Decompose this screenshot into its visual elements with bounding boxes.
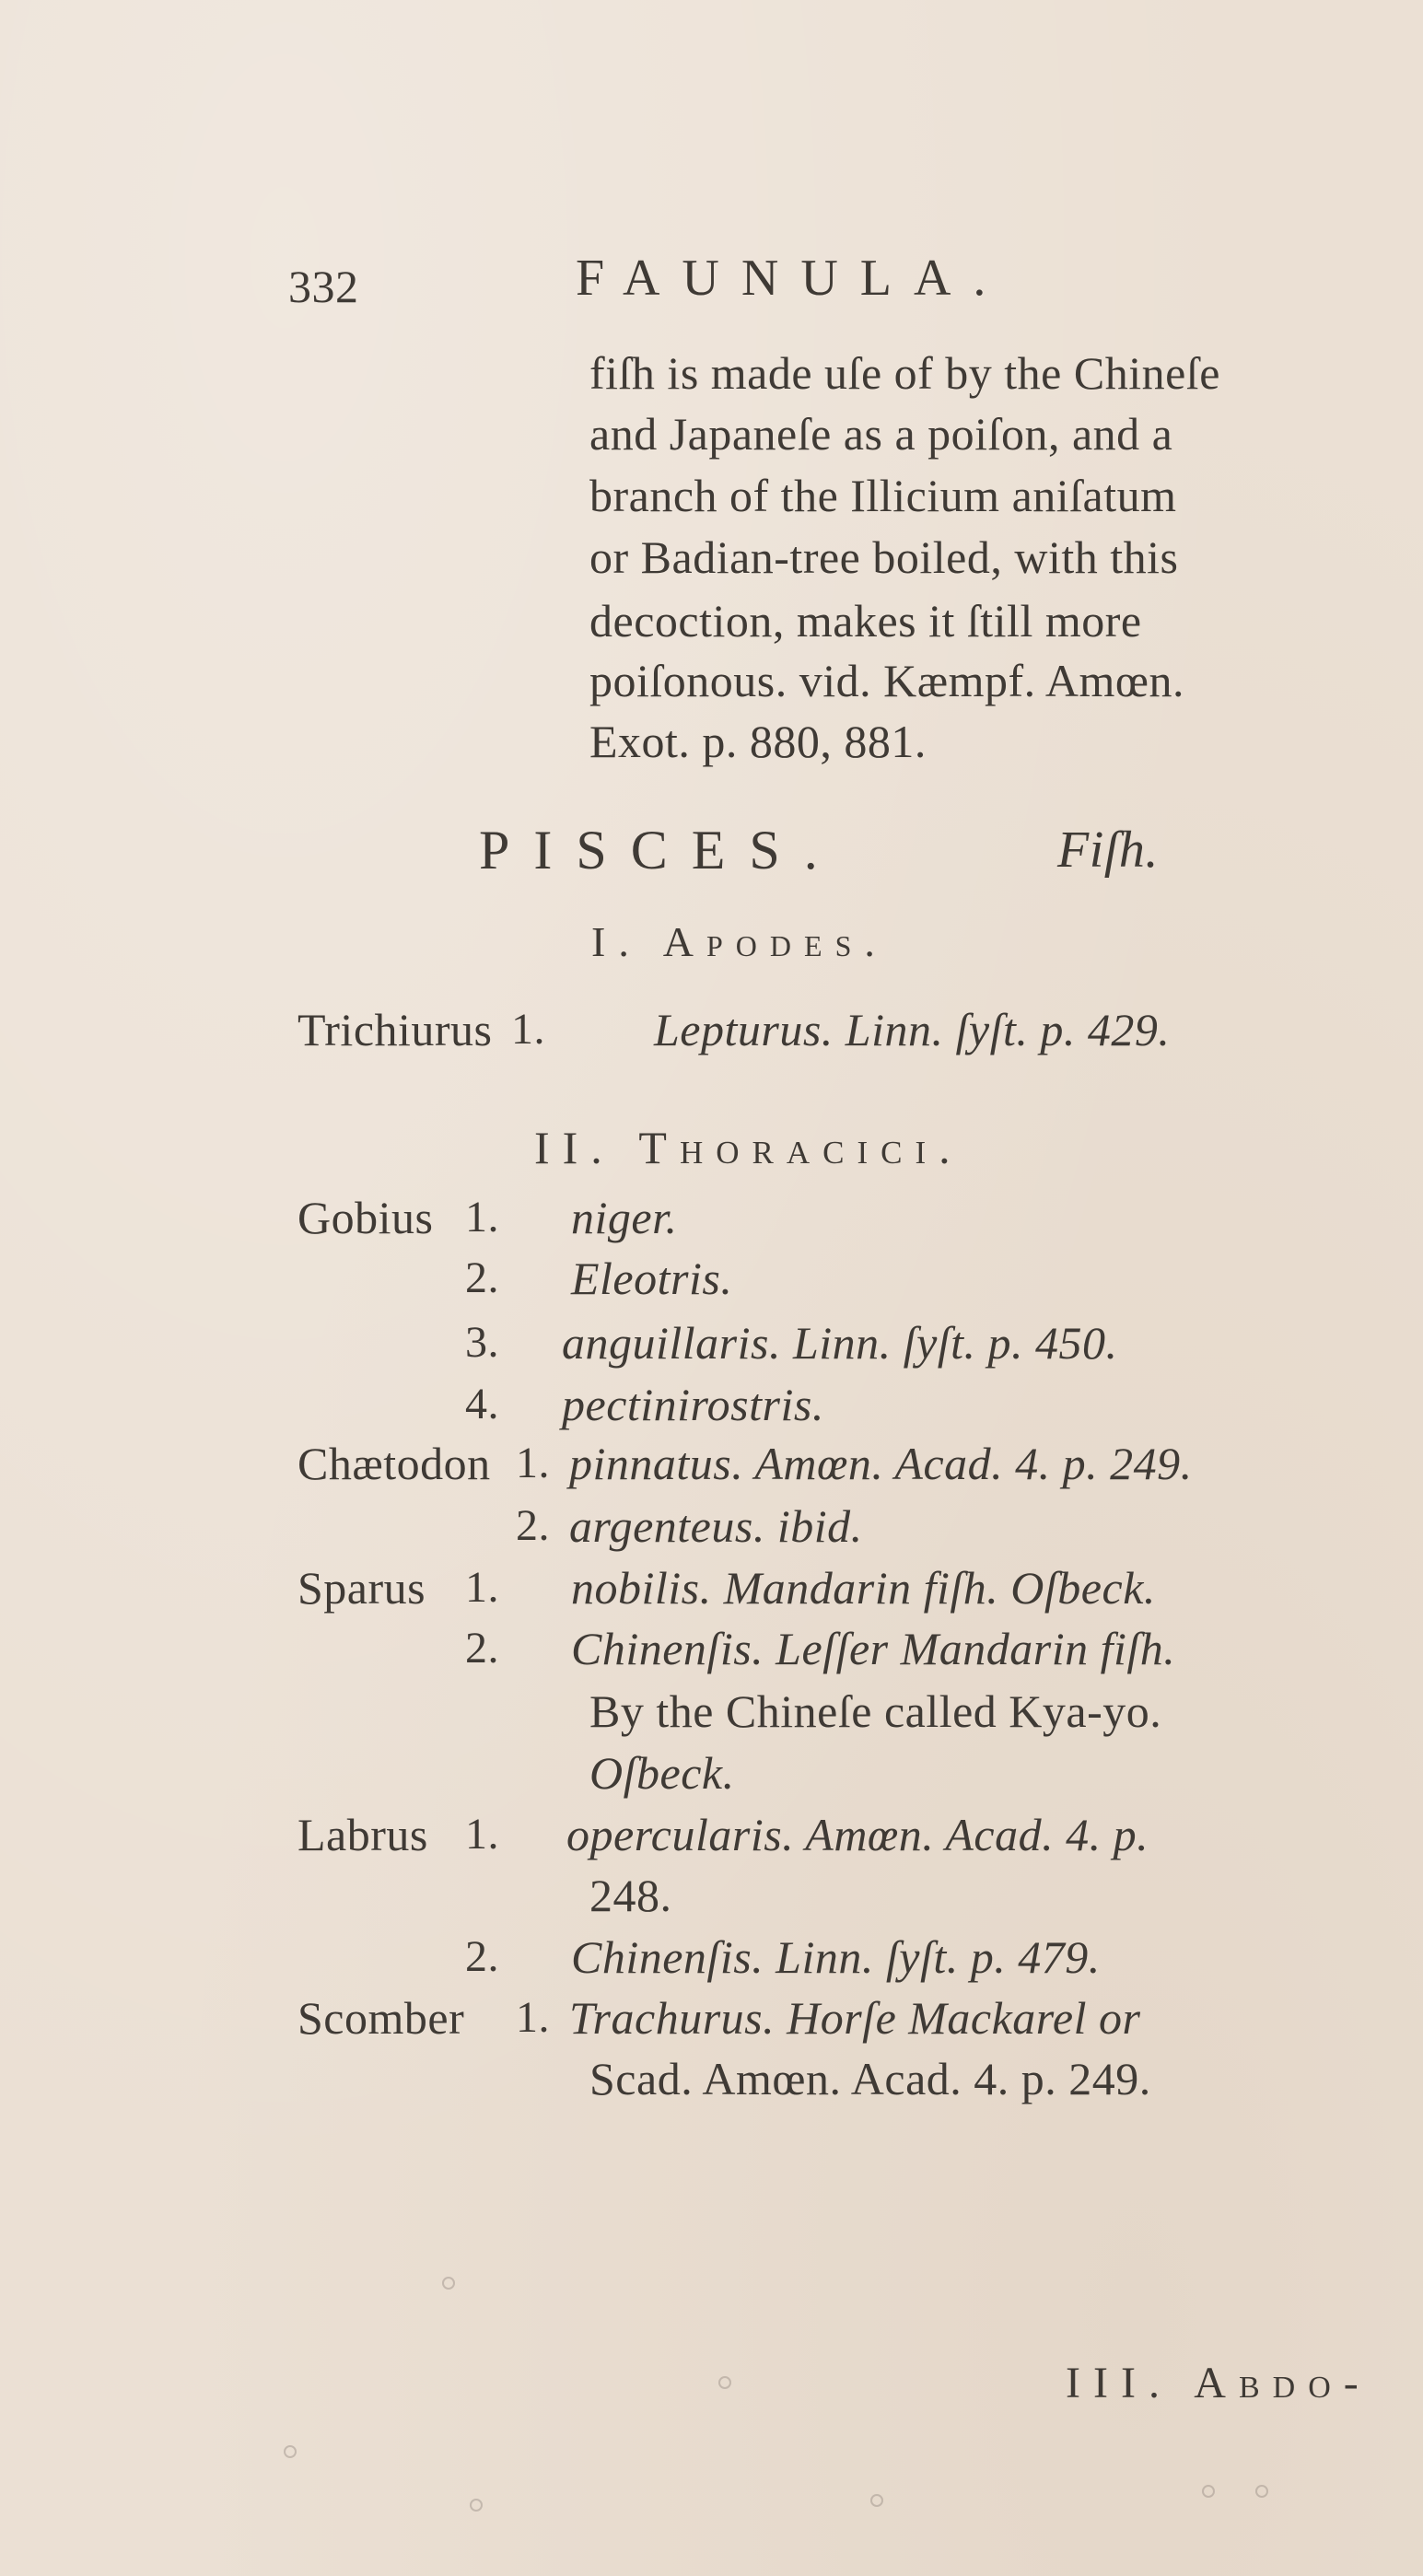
entry-number: 1.: [516, 1993, 550, 2042]
genus-labrus: Labrus: [297, 1809, 428, 1860]
entry-number: 1.: [465, 1810, 499, 1859]
catchword: III. Abdo-: [1066, 2359, 1371, 2407]
entry-number: 1.: [516, 1439, 550, 1487]
genus-sparus: Sparus: [297, 1562, 426, 1614]
entry-continuation: Scad. Amœn. Acad. 4. p. 249.: [589, 2053, 1151, 2104]
intro-line: decoction, makes it ſtill more: [589, 595, 1142, 647]
entry-continuation: By the Chineſe called Kya-yo.: [589, 1685, 1162, 1737]
paper-speck: [870, 2494, 883, 2507]
intro-line: or Badian-tree boiled, with this: [589, 531, 1179, 583]
section-title: PISCES.: [479, 820, 842, 880]
entry-number: 2.: [465, 1624, 499, 1673]
paper-speck: [718, 2376, 731, 2389]
entry-text: anguillaris. Linn. ſyſt. p. 450.: [562, 1317, 1118, 1369]
entry-text: niger.: [571, 1192, 678, 1243]
paper-speck: [442, 2277, 455, 2290]
entry-continuation: Oſbeck.: [589, 1747, 735, 1799]
entry-number: 2.: [465, 1932, 499, 1981]
subsection-apodes: I. Apodes.: [591, 918, 888, 965]
entry-number: 4.: [465, 1380, 499, 1428]
entry-text: opercularis. Amœn. Acad. 4. p.: [566, 1809, 1149, 1860]
intro-line: fiſh is made uſe of by the Chineſe: [589, 347, 1220, 399]
entry-text: nobilis. Mandarin fiſh. Oſbeck.: [571, 1562, 1156, 1614]
genus-scomber: Scomber: [297, 1992, 465, 2044]
genus-trichiurus: Trichiurus: [297, 1004, 493, 1055]
genus-gobius: Gobius: [297, 1192, 434, 1243]
entry-number: 3.: [465, 1318, 499, 1367]
entry-number: 2.: [516, 1501, 550, 1550]
entry-continuation: 248.: [589, 1870, 672, 1921]
entry-number: 1.: [465, 1563, 499, 1612]
entry-text: Chinenſis. Linn. ſyſt. p. 479.: [571, 1931, 1101, 1983]
intro-line: branch of the Illicium aniſatum: [589, 470, 1177, 521]
paper-speck: [284, 2445, 297, 2458]
entry-text: argenteus. ibid.: [569, 1500, 863, 1552]
page-number: 332: [288, 261, 359, 312]
entry-text: Trachurus. Horſe Mackarel or: [569, 1992, 1141, 2044]
genus-chaetodon: Chætodon: [297, 1438, 491, 1489]
entry-number: 1.: [511, 1005, 545, 1054]
entry-text: Lepturus. Linn. ſyſt. p. 429.: [654, 1004, 1171, 1055]
intro-line: poiſonous. vid. Kæmpf. Amœn.: [589, 655, 1184, 706]
section-english-title: Fiſh.: [1057, 822, 1159, 879]
subsection-thoracici: II. Thoracici.: [534, 1122, 963, 1173]
entry-text: Chinenſis. Leſſer Mandarin fiſh.: [571, 1623, 1176, 1674]
entry-text: pinnatus. Amœn. Acad. 4. p. 249.: [569, 1438, 1193, 1489]
entry-text: pectinirostris.: [562, 1379, 824, 1430]
intro-line: Exot. p. 880, 881.: [589, 716, 927, 767]
running-title: FAUNULA.: [576, 250, 1009, 307]
paper-speck: [470, 2499, 483, 2512]
entry-number: 2.: [465, 1253, 499, 1302]
paper-speck: [1255, 2485, 1268, 2498]
entry-text: Eleotris.: [571, 1253, 733, 1304]
entry-number: 1.: [465, 1193, 499, 1241]
intro-line: and Japaneſe as a poiſon, and a: [589, 408, 1173, 460]
paper-speck: [1202, 2485, 1215, 2498]
